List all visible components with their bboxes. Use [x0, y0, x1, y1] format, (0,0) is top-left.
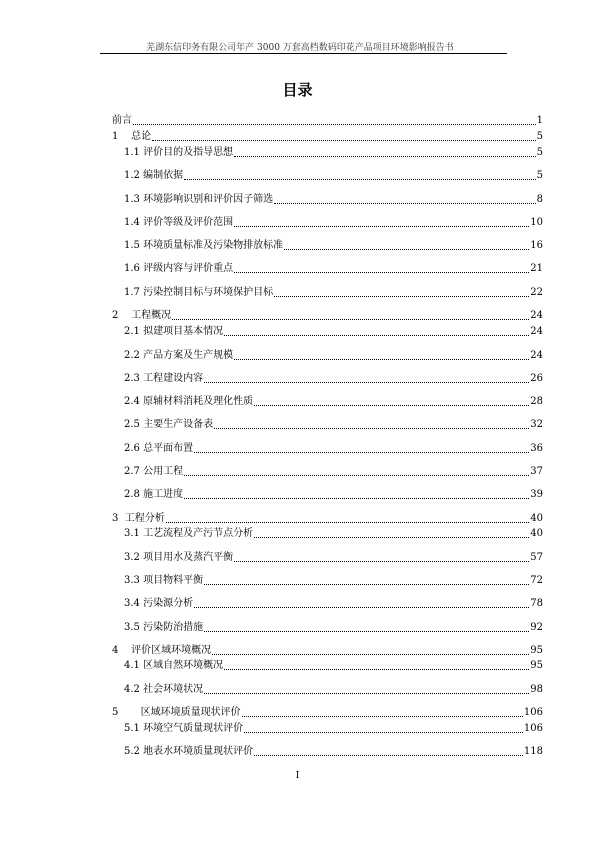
- toc-leader: [254, 537, 529, 538]
- toc-label: 2.5 主要生产设备表: [124, 419, 214, 430]
- toc-page: 40: [530, 528, 543, 539]
- toc-leader: [152, 140, 536, 141]
- toc-label: 2.2 产品方案及生产规模: [124, 350, 234, 361]
- toc-entry-3-1[interactable]: [124, 528, 543, 540]
- toc-entry-1-6[interactable]: [124, 263, 543, 275]
- toc-page: 5: [536, 131, 543, 142]
- toc-page: 72: [530, 575, 543, 586]
- toc-label: 4.1 区域自然环境概况: [124, 660, 224, 671]
- toc-label: 5 区域环境质量现状评价: [112, 707, 241, 718]
- toc-label: 3.4 污染源分析: [124, 598, 194, 609]
- toc-label: 2.1 拟建项目基本情况: [124, 326, 224, 337]
- toc-entry-preface[interactable]: [112, 115, 543, 127]
- toc-page: 26: [530, 373, 543, 384]
- toc-entry-4-2[interactable]: [124, 684, 543, 696]
- toc-page: 22: [530, 287, 543, 298]
- toc-leader: [194, 452, 529, 453]
- toc-label: 1.7 污染控制目标与环境保护目标: [124, 287, 274, 298]
- toc-entry-ch4[interactable]: [112, 645, 543, 657]
- toc-leader: [172, 319, 529, 320]
- toc-entry-ch5[interactable]: [112, 707, 543, 719]
- toc-page: 40: [530, 513, 543, 524]
- toc-page: 95: [530, 660, 543, 671]
- toc-page: 36: [530, 443, 543, 454]
- toc-label: 4.2 社会环境状况: [124, 684, 204, 695]
- toc-page: 24: [530, 326, 543, 337]
- toc-page: 1: [536, 115, 543, 126]
- toc-leader: [234, 272, 529, 273]
- toc-label: 1.4 评价等级及评价范围: [124, 217, 234, 228]
- toc-page: 95: [530, 645, 543, 656]
- toc-leader: [204, 631, 529, 632]
- toc-entry-3-3[interactable]: [124, 575, 543, 587]
- toc-label: 5.2 地表水环境质量现状评价: [124, 746, 254, 757]
- toc-label: 3.3 项目物料平衡: [124, 575, 204, 586]
- toc-entry-1-4[interactable]: [124, 217, 543, 229]
- toc-label: 2.6 总平面布置: [124, 443, 194, 454]
- toc-page: 118: [523, 746, 543, 757]
- toc-leader: [274, 296, 529, 297]
- toc-entry-ch2[interactable]: [112, 310, 543, 322]
- toc-leader: [133, 124, 536, 125]
- toc-page: 78: [530, 598, 543, 609]
- toc-leader: [184, 475, 529, 476]
- toc-label: 1.6 评级内容与评价重点: [124, 263, 234, 274]
- toc-leader: [224, 669, 529, 670]
- toc-page: 8: [536, 194, 543, 205]
- toc-leader: [184, 498, 529, 499]
- toc-label: 3 工程分析: [112, 513, 165, 524]
- toc-entry-2-6[interactable]: [124, 443, 543, 455]
- toc-leader: [254, 405, 529, 406]
- toc-entry-1-7[interactable]: [124, 287, 543, 299]
- toc-label: 3.2 项目用水及蒸汽平衡: [124, 552, 234, 563]
- toc-leader: [234, 359, 529, 360]
- toc-label: 2.3 工程建设内容: [124, 373, 204, 384]
- toc-leader: [194, 607, 529, 608]
- toc-entry-ch3[interactable]: [112, 513, 543, 525]
- toc-leader: [204, 693, 529, 694]
- toc-leader: [234, 226, 529, 227]
- toc-page: 24: [530, 350, 543, 361]
- header-divider: [100, 53, 507, 54]
- toc-entry-2-2[interactable]: [124, 350, 543, 362]
- toc-entry-2-4[interactable]: [124, 396, 543, 408]
- toc-leader: [204, 584, 529, 585]
- toc-label: 2.4 原辅材料消耗及理化性质: [124, 396, 254, 407]
- toc-label: 3.1 工艺流程及产污节点分析: [124, 528, 254, 539]
- toc-entry-2-1[interactable]: [124, 326, 543, 338]
- toc-page: 28: [530, 396, 543, 407]
- toc-label: 2 工程概况: [112, 310, 172, 321]
- toc-label: 1.2 编制依据: [124, 170, 184, 181]
- toc-page: 5: [536, 147, 543, 158]
- toc-label: 5.1 环境空气质量现状评价: [124, 723, 244, 734]
- toc-leader: [274, 203, 536, 204]
- toc-page: 24: [530, 310, 543, 321]
- page-number: I: [295, 771, 300, 781]
- toc-label: 1 总论: [112, 131, 152, 142]
- toc-page: 106: [523, 707, 543, 718]
- toc-leader: [212, 654, 529, 655]
- toc-leader: [284, 249, 529, 250]
- toc-page: 32: [530, 419, 543, 430]
- toc-entry-5-1[interactable]: [124, 723, 543, 735]
- toc-leader: [254, 755, 523, 756]
- toc-page: 16: [530, 240, 543, 251]
- toc-label: 1.1 评价目的及指导思想: [124, 147, 234, 158]
- toc-leader: [242, 716, 523, 717]
- toc-entry-1-2[interactable]: [124, 170, 543, 182]
- toc-leader: [204, 382, 529, 383]
- toc-page: 57: [530, 552, 543, 563]
- toc-entry-2-5[interactable]: [124, 419, 543, 431]
- toc-page: 106: [523, 723, 543, 734]
- toc-label: 前言: [112, 115, 132, 126]
- toc-page: 10: [530, 217, 543, 228]
- toc-entry-3-4[interactable]: [124, 598, 543, 610]
- toc-entry-4-1[interactable]: [124, 660, 543, 672]
- toc-leader: [234, 156, 536, 157]
- toc-leader: [234, 561, 529, 562]
- toc-leader: [214, 428, 529, 429]
- running-header: 芜湖东信印务有限公司年产 3000 万套高档数码印花产品项目环境影响报告书: [146, 43, 454, 53]
- toc-page: 39: [530, 489, 543, 500]
- toc-label: 3.5 污染防治措施: [124, 622, 204, 633]
- toc-entry-1-5[interactable]: [124, 240, 543, 252]
- toc-label: 2.8 施工进度: [124, 489, 184, 500]
- toc-entry-5-2[interactable]: [124, 746, 543, 758]
- toc-leader: [184, 179, 536, 180]
- toc-entry-2-7[interactable]: [124, 466, 543, 478]
- toc-leader: [224, 335, 529, 336]
- toc-page: 5: [536, 170, 543, 181]
- toc-page: 37: [530, 466, 543, 477]
- toc-label: 2.7 公用工程: [124, 466, 184, 477]
- toc-page: 92: [530, 622, 543, 633]
- toc-entry-2-8[interactable]: [124, 489, 543, 501]
- page-title: 目录: [282, 81, 313, 99]
- toc-leader: [166, 522, 530, 523]
- toc-leader: [244, 732, 523, 733]
- toc-entry-1-3[interactable]: [124, 194, 543, 206]
- toc-entry-3-2[interactable]: [124, 552, 543, 564]
- toc-entry-2-3[interactable]: [124, 373, 543, 385]
- toc-label: 4 评价区域环境概况: [112, 645, 212, 656]
- toc-label: 1.3 环境影响识别和评价因子筛选: [124, 194, 274, 205]
- toc-entry-1-1[interactable]: [124, 147, 543, 159]
- toc-page: 21: [530, 263, 543, 274]
- toc-entry-ch1[interactable]: [112, 131, 543, 143]
- toc-label: 1.5 环境质量标准及污染物排放标准: [124, 240, 284, 251]
- toc-entry-3-5[interactable]: [124, 622, 543, 634]
- toc-page: 98: [530, 684, 543, 695]
